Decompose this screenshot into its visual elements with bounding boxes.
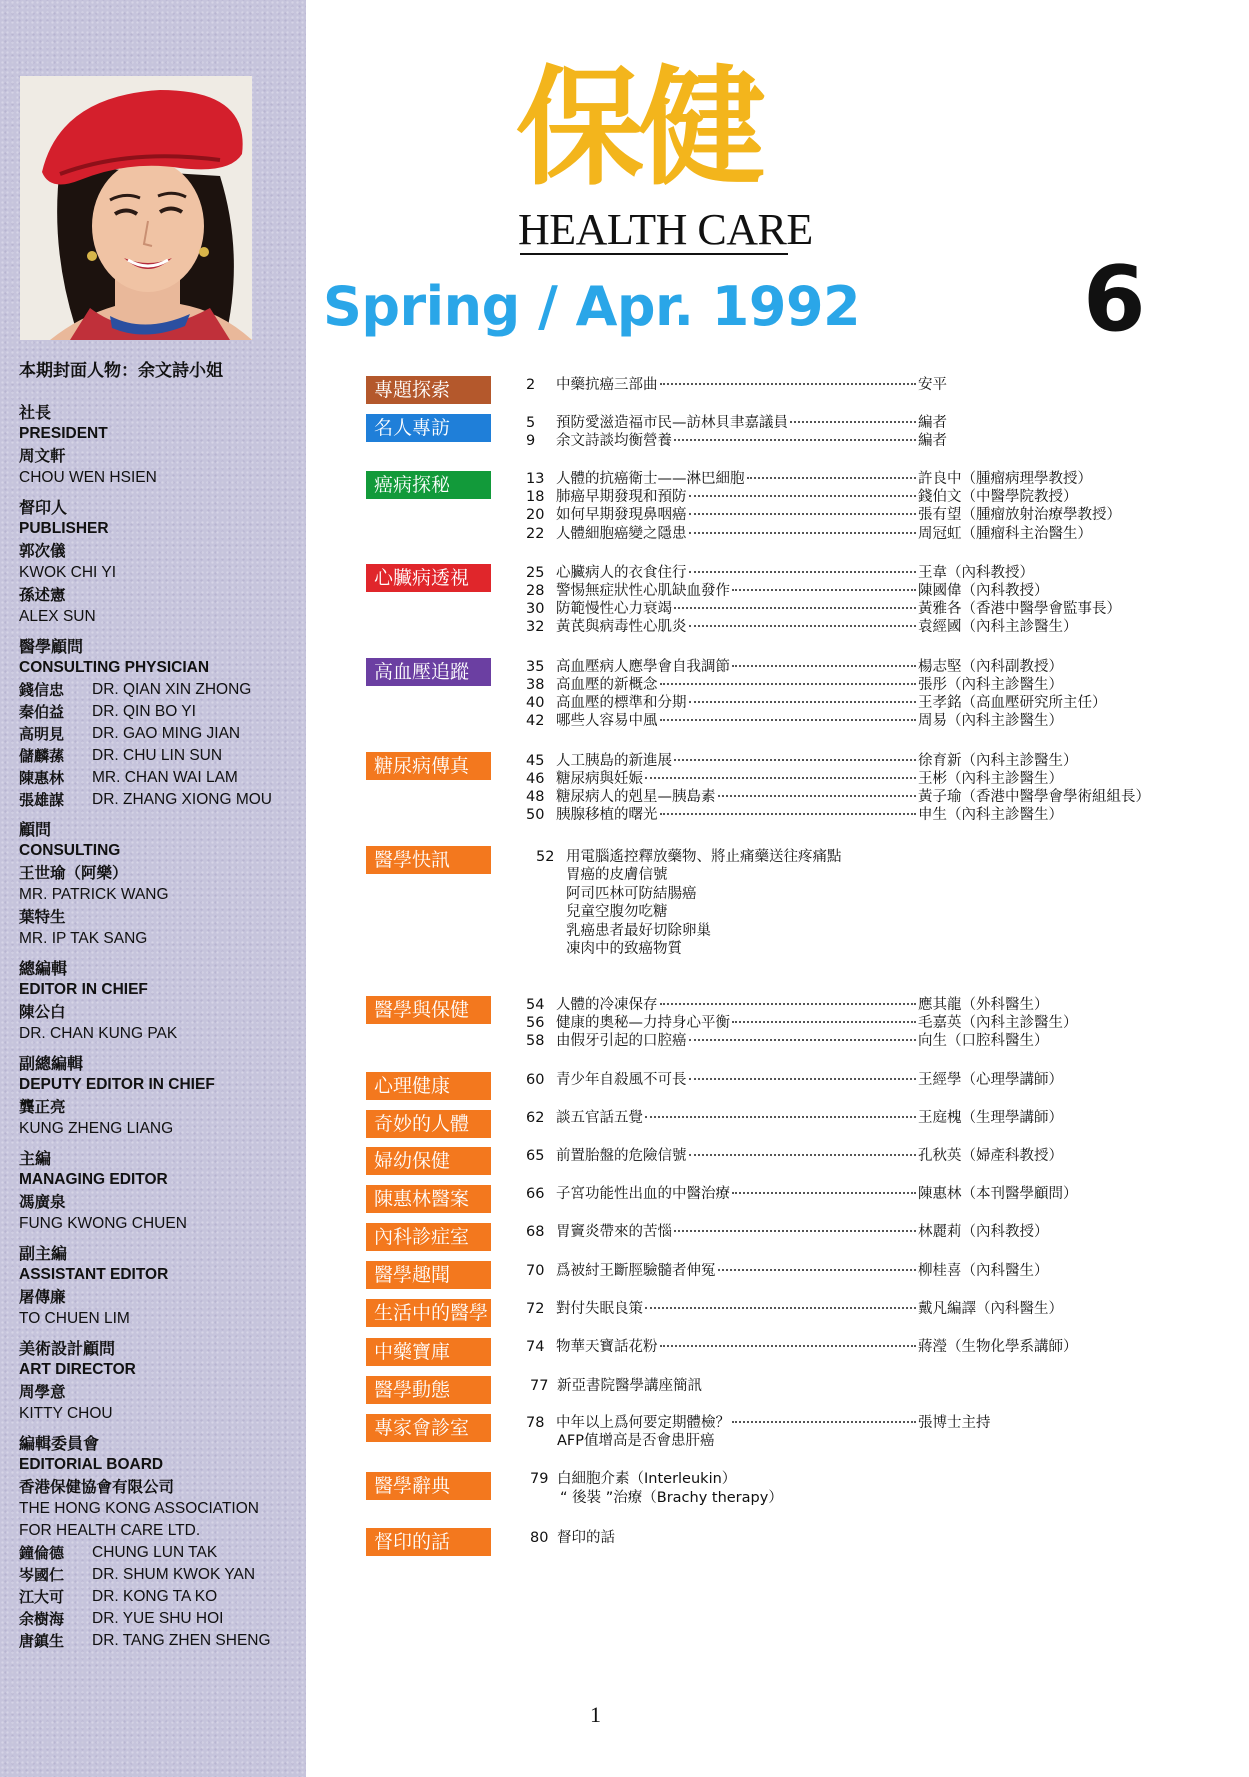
toc-entry [526, 1338, 1186, 1356]
dot-leader [732, 665, 916, 667]
toc-entry [526, 618, 1186, 636]
staff-name-zh: 岑國仁 [19, 1566, 65, 1584]
staff-role-en: CONSULTING PHYSICIAN [19, 659, 210, 676]
staff-role-zh: 副主編 [19, 1244, 68, 1263]
toc-entry-title: 如何早期發現鼻咽癌 [556, 507, 687, 523]
dot-leader [689, 532, 917, 534]
dot-leader [747, 477, 917, 479]
staff-name: KITTY CHOU [19, 1405, 113, 1422]
dot-leader [660, 1003, 917, 1005]
staff-name: CHOU WEN HSIEN [19, 469, 157, 486]
toc-entry [526, 432, 1186, 450]
section-label: 醫學趣聞 [366, 1261, 491, 1289]
toc-entry [526, 414, 1186, 432]
toc-entry-title: 爲被紂王斷脛驗髓者伸冤 [556, 1263, 716, 1279]
toc-entry-page: 65 [526, 1148, 545, 1164]
toc-entry-page: 35 [526, 659, 545, 675]
toc-entry-author: 陳國偉（內科教授） [918, 583, 1049, 599]
staff-group-editor-in-chief [19, 958, 304, 1045]
staff-group-president [19, 402, 304, 489]
staff-role-en: ASSISTANT EDITOR [19, 1266, 169, 1283]
dot-leader [790, 421, 916, 423]
toc-entry [526, 564, 1186, 582]
staff-role-zh: 編輯委員會 [19, 1434, 100, 1453]
dot-leader [732, 589, 916, 591]
toc-news-line: 用電腦遙控釋放藥物、將止痛藥送往疼痛點 [566, 849, 842, 865]
staff-name: 周文軒 [19, 447, 66, 465]
toc-entry-title: 物華天寶話花粉 [556, 1339, 658, 1355]
staff-pair [19, 745, 304, 767]
toc-entry [526, 676, 1186, 694]
staff-role-zh: 副總編輯 [19, 1054, 84, 1073]
toc-entry-title: 白細胞介素（Interleukin） [557, 1471, 737, 1487]
toc-entry-page: 40 [526, 695, 545, 711]
toc-entry-title: 哪些人容易中風 [556, 713, 658, 729]
toc-entry-page: 80 [530, 1530, 549, 1546]
toc-entry [526, 600, 1186, 618]
dot-leader [689, 701, 917, 703]
toc-entry [526, 1109, 1186, 1127]
toc-entry [526, 712, 1186, 730]
toc-entry-author: 編者 [918, 415, 947, 431]
toc-entry-page: 28 [526, 583, 545, 599]
dot-leader [689, 1078, 917, 1080]
staff-name: 馮廣泉 [19, 1193, 66, 1211]
toc-entry-title: 高血壓的標準和分期 [556, 695, 687, 711]
toc-entry-title: 警惕無症狀性心肌缺血發作 [556, 583, 730, 599]
staff-name: TO CHUEN LIM [19, 1310, 130, 1327]
staff-name: DR. CHAN KUNG PAK [19, 1025, 178, 1042]
toc-entry-page: 70 [526, 1263, 545, 1279]
staff-role-en: MANAGING EDITOR [19, 1171, 168, 1188]
magazine-logo-en: HEALTH CARE [518, 205, 813, 254]
staff-name: ALEX SUN [19, 608, 96, 625]
staff-name-zh: 鐘倫德 [19, 1544, 65, 1562]
toc-entry-page: 50 [526, 807, 545, 823]
toc-entry-title: 胰腺移植的曙光 [556, 807, 658, 823]
staff-pair [19, 701, 304, 723]
toc-entry-page: 78 [526, 1415, 545, 1431]
toc-entry [526, 752, 1186, 770]
dot-leader [660, 813, 917, 815]
staff-name-en: MR. CHAN WAI LAM [92, 769, 238, 786]
staff-name: 郭次儀 [19, 542, 66, 560]
toc-entry-page: 74 [526, 1339, 545, 1355]
toc-news-line: 阿司匹林可防結腸癌 [566, 885, 697, 902]
toc-entry-title: 對付失眠良策 [556, 1301, 643, 1317]
staff-name: 葉特生 [19, 908, 66, 926]
toc-entry-title: 肺癌早期發現和預防 [556, 489, 687, 505]
staff-name: MR. IP TAK SANG [19, 930, 148, 947]
cover-photo-illustration [20, 76, 252, 340]
dot-leader [674, 1230, 916, 1232]
section-label: 糖尿病傳真 [366, 752, 491, 780]
staff-list [19, 402, 304, 1660]
section-label: 奇妙的人體 [366, 1110, 491, 1138]
staff-group-managing-editor [19, 1148, 304, 1235]
staff-group-consulting-physician [19, 636, 304, 811]
toc-entry-author: 王孝銘（高血壓研究所主任） [918, 695, 1107, 711]
dot-leader [645, 1116, 916, 1118]
toc-entry-page: 56 [526, 1015, 545, 1031]
toc-entry-title: 談五官話五覺 [556, 1110, 643, 1126]
toc-entry-title: 高血壓的新概念 [556, 677, 658, 693]
staff-pair [19, 723, 304, 745]
toc-entry-page: 32 [526, 619, 545, 635]
section-label: 醫學快訊 [366, 846, 491, 874]
staff-pair [19, 1630, 304, 1652]
staff-name: MR. PATRICK WANG [19, 886, 169, 903]
toc-entry-title: 青少年自殺風不可長 [556, 1072, 687, 1088]
toc-entry-page: 30 [526, 601, 545, 617]
toc-entry-page: 9 [526, 433, 536, 449]
staff-name-en: DR. CHU LIN SUN [92, 747, 223, 764]
toc-entry-author: 徐育新（內科主診醫生） [918, 753, 1078, 769]
toc-entry-title: 糖尿病人的剋星—胰島素 [556, 789, 716, 805]
cover-photo [20, 76, 252, 340]
toc-entry [526, 1223, 1186, 1241]
staff-role-zh: 醫學顧問 [19, 637, 84, 656]
staff-name: KUNG ZHENG LIANG [19, 1120, 174, 1137]
staff-name-zh: 儲麟蓀 [19, 747, 65, 765]
toc-entry-author: 錢伯文（中醫學院教授） [918, 489, 1078, 505]
toc-entry-title: 高血壓病人應學會自我調節 [556, 659, 730, 675]
section-label: 心理健康 [366, 1072, 491, 1100]
toc-entry-page: 2 [526, 377, 536, 393]
staff-name-en: CHUNG LUN TAK [92, 1544, 218, 1561]
toc-entry [526, 1032, 1186, 1050]
toc-entry-author: 戴凡編譯（內科醫生） [918, 1301, 1063, 1317]
staff-name: FUNG KWONG CHUEN [19, 1215, 187, 1232]
staff-name: 龔正亮 [19, 1098, 66, 1116]
toc-entry-title: 糖尿病與妊娠 [556, 771, 643, 787]
section-label: 癌病探秘 [366, 471, 491, 499]
toc-entry-author: 楊志堅（內科副教授） [918, 659, 1063, 675]
toc-entry-title: 預防愛滋造福市民—訪林貝聿嘉議員 [556, 415, 788, 431]
toc-entry-author: 毛嘉英（內科主診醫生） [918, 1015, 1078, 1031]
staff-group-consulting [19, 819, 304, 950]
toc-entry-page: 72 [526, 1301, 545, 1317]
toc-entry [526, 788, 1186, 806]
dot-leader [674, 759, 916, 761]
page-number: 1 [590, 1702, 601, 1727]
toc-entry-page: 62 [526, 1110, 545, 1126]
staff-name-en: DR. KONG TA KO [92, 1588, 218, 1605]
toc-entry-title: 子宮功能性出血的中醫治療 [556, 1186, 730, 1202]
toc-entry [526, 1014, 1186, 1032]
staff-role-en: PRESIDENT [19, 425, 108, 442]
toc-entry-subtitle: AFP值增高是否會患肝癌 [557, 1433, 715, 1449]
section-label: 高血壓追蹤 [366, 658, 491, 686]
toc-entry [526, 1071, 1186, 1089]
section-label: 生活中的醫學 [366, 1299, 491, 1327]
toc-entry [526, 1185, 1186, 1203]
toc-entry-page: 45 [526, 753, 545, 769]
section-label: 婦幼保健 [366, 1147, 491, 1175]
toc-entry [526, 1414, 1186, 1432]
staff-name-zh: 秦伯益 [19, 703, 65, 721]
dot-leader [732, 1021, 916, 1023]
toc-entry [526, 1300, 1186, 1318]
staff-role-zh: 社長 [19, 403, 52, 422]
staff-name: FOR HEALTH CARE LTD. [19, 1522, 201, 1539]
dot-leader [645, 777, 916, 779]
toc-entry [526, 525, 1186, 543]
dot-leader [718, 1269, 917, 1271]
staff-name-en: DR. TANG ZHEN SHENG [92, 1632, 271, 1649]
staff-group-assistant-editor [19, 1243, 304, 1330]
toc-entry-author: 林麗莉（內科教授） [918, 1224, 1049, 1240]
section-label: 內科診症室 [366, 1223, 491, 1251]
dot-leader [732, 1192, 916, 1194]
dot-leader [660, 719, 917, 721]
staff-role-zh: 美術設計顧問 [19, 1339, 116, 1358]
staff-role-en: PUBLISHER [19, 520, 109, 537]
staff-role-zh: 主編 [19, 1149, 52, 1168]
toc-entry [526, 658, 1186, 676]
staff-pair [19, 1542, 304, 1564]
toc-entry [526, 694, 1186, 712]
toc-entry-author: 周冠虹（腫瘤科主治醫生） [918, 526, 1092, 542]
staff-role-zh: 總編輯 [19, 959, 68, 978]
staff-name-en: DR. QIAN XIN ZHONG [92, 681, 252, 698]
toc-entry-author: 安平 [918, 377, 947, 393]
toc-entry-page: 54 [526, 997, 545, 1013]
staff-name-zh: 陳惠林 [19, 769, 65, 787]
toc-entry-title: 新亞書院醫學講座簡訊 [557, 1378, 702, 1394]
toc-entry-page: 58 [526, 1033, 545, 1049]
toc-entry-author: 袁經國（內科主診醫生） [918, 619, 1078, 635]
staff-name-zh: 張雄謀 [19, 791, 65, 809]
toc-entry-author: 向生（口腔科醫生） [918, 1033, 1049, 1049]
magazine-logo-zh: 保健 [516, 54, 761, 203]
dot-leader [689, 513, 917, 515]
toc-news-page: 52 [536, 849, 555, 865]
toc-entry [526, 470, 1186, 488]
toc-entry [526, 996, 1186, 1014]
staff-pair [19, 1586, 304, 1608]
staff-name: 屠傳廉 [19, 1288, 66, 1306]
toc-entry-subtitle: “ 後裝 ”治療（Brachy therapy） [560, 1490, 783, 1506]
toc-entry-author: 王庭槐（生理學講師） [918, 1110, 1063, 1126]
toc-entry-title: 人體的冷凍保存 [556, 997, 658, 1013]
toc-news-line: 胃癌的皮膚信號 [566, 867, 668, 884]
staff-role-en: DEPUTY EDITOR IN CHIEF [19, 1076, 215, 1093]
toc-entry-page: 25 [526, 565, 545, 581]
toc-entry-page: 66 [526, 1186, 545, 1202]
toc-entry-title: 心臟病人的衣食住行 [556, 565, 687, 581]
logo-underline [520, 253, 788, 255]
toc-entry-page: 48 [526, 789, 545, 805]
toc-entry-author: 孔秋英（婦產科教授） [918, 1148, 1063, 1164]
dot-leader [660, 383, 917, 385]
staff-name: 周學意 [19, 1383, 66, 1401]
staff-name-zh: 余樹海 [19, 1610, 65, 1628]
dot-leader [689, 571, 917, 573]
toc-entry-title: 前置胎盤的危險信號 [556, 1148, 687, 1164]
toc-entry-page: 79 [530, 1471, 549, 1487]
section-label: 心臟病透視 [366, 564, 491, 592]
staff-name-en: DR. YUE SHU HOI [92, 1610, 224, 1627]
dot-leader [689, 1039, 917, 1041]
staff-role-en: ART DIRECTOR [19, 1361, 136, 1378]
dot-leader [645, 1307, 916, 1309]
toc-entry [526, 806, 1186, 824]
toc-entry-author: 蔣瀅（生物化學系講師） [918, 1339, 1078, 1355]
staff-role-en: EDITOR IN CHIEF [19, 981, 148, 998]
cover-caption: 本期封面人物：余文詩小姐 [19, 361, 223, 381]
dot-leader [674, 439, 916, 441]
toc-entry-author: 許良中（腫瘤病理學教授） [918, 471, 1092, 487]
dot-leader [718, 795, 917, 797]
issue-date: Spring / Apr. 1992 [323, 275, 861, 338]
toc-entry-page: 38 [526, 677, 545, 693]
staff-group-art-director [19, 1338, 304, 1425]
staff-name-zh: 錢信忠 [19, 681, 65, 699]
staff-pair [19, 767, 304, 789]
staff-pair [19, 1564, 304, 1586]
dot-leader [660, 683, 917, 685]
toc-entry [526, 1147, 1186, 1165]
toc-entry-page: 77 [530, 1378, 549, 1394]
dot-leader [689, 495, 917, 497]
staff-name: 陳公白 [19, 1003, 66, 1021]
staff-name: 王世瑜（阿樂） [19, 864, 128, 882]
toc-entry-page: 13 [526, 471, 545, 487]
toc-entry-title: 胃竇炎帶來的苦惱 [556, 1224, 672, 1240]
toc-entry-title: 由假牙引起的口腔癌 [556, 1033, 687, 1049]
toc-news-line: 凍肉中的致癌物質 [566, 941, 682, 957]
toc-entry-author: 張博士主持 [918, 1415, 991, 1431]
section-label: 督印的話 [366, 1528, 491, 1556]
toc-entry [526, 376, 1186, 394]
toc-entry-page: 60 [526, 1072, 545, 1088]
toc-entry-title: 人體的抗癌衛士——淋巴細胞 [556, 471, 745, 487]
toc-entry-page: 42 [526, 713, 545, 729]
dot-leader [660, 1345, 917, 1347]
staff-role-en: CONSULTING [19, 842, 121, 859]
section-label: 專家會診室 [366, 1414, 491, 1442]
toc-entry-page: 5 [526, 415, 536, 431]
toc-entry-title: 中藥抗癌三部曲 [556, 377, 658, 393]
toc-entry [526, 488, 1186, 506]
toc-entry-author: 張有望（腫瘤放射治療學教授） [918, 507, 1121, 523]
toc-entry [526, 770, 1186, 788]
section-label: 醫學動態 [366, 1376, 491, 1404]
toc-entry-author: 王經學（心理學講師） [918, 1072, 1063, 1088]
staff-name: KWOK CHI YI [19, 564, 117, 581]
toc-entry-page: 18 [526, 489, 545, 505]
staff-name: THE HONG KONG ASSOCIATION [19, 1500, 259, 1517]
toc-entry-page: 22 [526, 526, 545, 542]
staff-group-editorial-board [19, 1433, 304, 1652]
toc-entry-title: 健康的奧秘—力持身心平衡 [556, 1015, 730, 1031]
toc-entry-author: 王彬（內科主診醫生） [918, 771, 1063, 787]
toc-entry-page: 20 [526, 507, 545, 523]
toc-entry-author: 編者 [918, 433, 947, 449]
staff-role-zh: 顧問 [19, 820, 52, 839]
issue-number: 6 [1083, 247, 1146, 352]
staff-name-zh: 高明見 [19, 725, 65, 743]
toc-entry [526, 582, 1186, 600]
section-label: 陳惠林醫案 [366, 1185, 491, 1213]
staff-pair [19, 1608, 304, 1630]
toc-entry-author: 陳惠林（本刊醫學顧問） [918, 1186, 1078, 1202]
toc-entry-title: 人工胰島的新進展 [556, 753, 672, 769]
toc-entry-title: 防範慢性心力衰竭 [556, 601, 672, 617]
toc-entry-title: 人體細胞癌變之隱患 [556, 526, 687, 542]
section-label: 中藥寶庫 [366, 1338, 491, 1366]
section-label: 醫學辭典 [366, 1472, 491, 1500]
staff-name-zh: 江大可 [19, 1588, 65, 1606]
section-label: 專題探索 [366, 376, 491, 404]
staff-pair [19, 679, 304, 701]
staff-name: 香港保健協會有限公司 [19, 1478, 175, 1496]
toc-entry-author: 黃雅各（香港中醫學會監事長） [918, 601, 1121, 617]
toc-entry [526, 1262, 1186, 1280]
toc-entry-author: 周易（內科主診醫生） [918, 713, 1063, 729]
staff-group-deputy-editor [19, 1053, 304, 1140]
staff-name-en: DR. QIN BO YI [92, 703, 196, 720]
toc-entry-author: 柳桂喜（內科醫生） [918, 1263, 1049, 1279]
dot-leader [674, 607, 916, 609]
toc-entry-page: 46 [526, 771, 545, 787]
dot-leader [689, 625, 917, 627]
staff-name: 孫述憲 [19, 586, 66, 604]
dot-leader [689, 1154, 917, 1156]
toc-entry-author: 應其龍（外科醫生） [918, 997, 1049, 1013]
toc-news-line: 乳癌患者最好切除卵巢 [566, 922, 711, 939]
staff-name-en: DR. ZHANG XIONG MOU [92, 791, 272, 808]
section-label: 名人專訪 [366, 414, 491, 442]
staff-name-en: DR. SHUM KWOK YAN [92, 1566, 256, 1583]
staff-role-zh: 督印人 [19, 498, 68, 517]
toc-entry [526, 506, 1186, 524]
toc-entry-title: 黃芪與病毒性心肌炎 [556, 619, 687, 635]
section-label: 醫學與保健 [366, 996, 491, 1024]
toc-entry-title: 余文詩談均衡營養 [556, 433, 672, 449]
toc-entry-title: 督印的話 [557, 1530, 615, 1546]
toc-news-line: 兒童空腹勿吃糖 [566, 904, 668, 921]
toc-entry-author: 黃子瑜（香港中醫學會學術組組長） [918, 789, 1150, 805]
toc-entry-author: 王韋（內科教授） [918, 565, 1034, 581]
dot-leader [732, 1421, 916, 1423]
staff-group-publisher [19, 497, 304, 628]
toc-entry-title: 中年以上爲何要定期體檢？ [556, 1415, 730, 1431]
staff-name-zh: 唐鎮生 [19, 1632, 65, 1650]
toc-entry-author: 申生（內科主診醫生） [918, 807, 1063, 823]
staff-role-en: EDITORIAL BOARD [19, 1456, 164, 1473]
staff-pair [19, 789, 304, 811]
toc-entry-page: 68 [526, 1224, 545, 1240]
staff-name-en: DR. GAO MING JIAN [92, 725, 241, 742]
toc-entry-author: 張彤（內科主診醫生） [918, 677, 1063, 693]
